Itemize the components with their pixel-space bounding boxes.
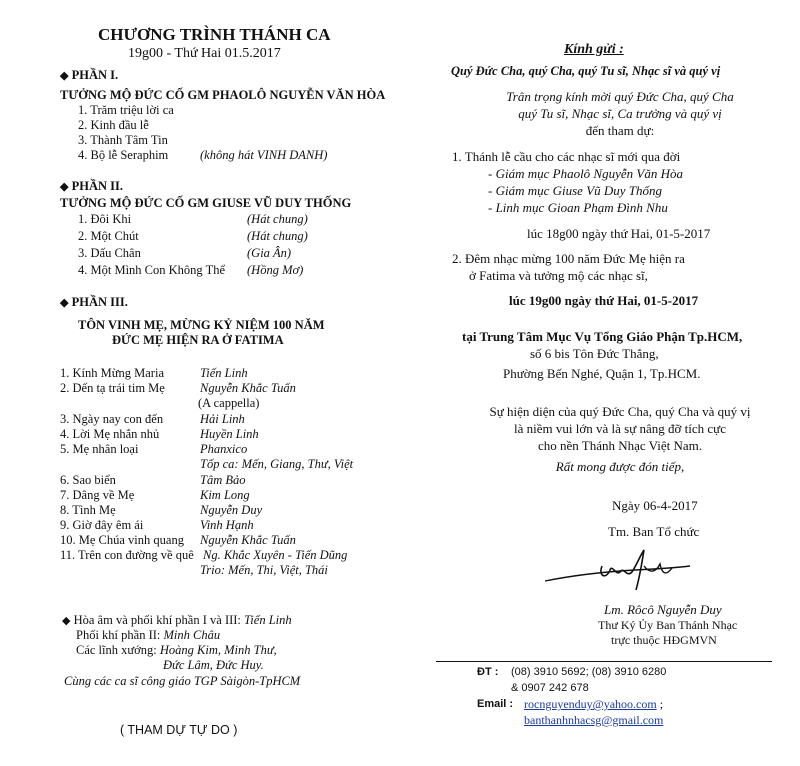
list-item-note: Phanxico (200, 442, 248, 456)
list-item: 2. Kinh đầu lễ (78, 118, 149, 132)
contact-rule (436, 661, 772, 662)
diamond-bullet-icon: ◆ (60, 70, 69, 82)
list-item: 4. Bộ lễ Seraphim (78, 148, 169, 162)
part3-heading: ◆ PHẦN III. (60, 295, 128, 309)
list-item-note: (Hát chung) (247, 229, 308, 243)
list-item-note: Nguyễn Khắc Tuấn (200, 533, 296, 547)
program-title: CHƯƠNG TRÌNH THÁNH CA (98, 25, 331, 44)
closing-line4: Rất mong được đón tiếp, (555, 459, 685, 474)
credits-line4: Đức Lâm, Đức Huy. (163, 658, 264, 672)
organizer: Tm. Ban Tổ chức (608, 524, 700, 539)
greeting: Kính gửi : (564, 42, 624, 57)
list-item: 10. Mẹ Chúa vinh quang (60, 533, 184, 547)
list-item: 2. Dến tạ trái tim Mẹ (60, 381, 165, 395)
email-link-1[interactable]: rocnguyenduy@yahoo.com (524, 697, 657, 711)
event2-line2: ở Fatima và tưởng mộ các nhạc sĩ, (469, 268, 648, 283)
venue-line3: Phường Bến Nghé, Quận 1, Tp.HCM. (503, 366, 701, 381)
credits-line3: Các lĩnh xướng: Hoàng Kim, Minh Thư, (76, 643, 277, 657)
list-item-note: Vinh Hạnh (200, 518, 254, 532)
credits-line5: Cùng các ca sĩ công giáo TGP Sàigòn-TpHCM (64, 674, 301, 688)
signature-image (540, 546, 700, 596)
list-item-note: (Hát chung) (247, 212, 308, 226)
list-item-note: Ng. Khắc Xuyên - Tiến Dũng (203, 548, 348, 562)
event1-time: lúc 18g00 ngày thứ Hai, 01-5-2017 (527, 226, 711, 241)
part2-heading: ◆ PHẦN II. (60, 179, 123, 193)
closing-line1: Sự hiện diện của quý Đức Cha, quý Cha và quý vị (489, 404, 751, 419)
invite-line1: Trân trọng kính mời quý Đức Cha, quý Cha (506, 89, 734, 104)
diamond-bullet-icon: ◆ (60, 297, 69, 309)
list-item-extra: (A cappella) (198, 396, 260, 410)
closing-line3: cho nền Thánh Nhạc Việt Nam. (537, 438, 703, 453)
program-subtitle: 19g00 - Thứ Hai 01.5.2017 (128, 46, 281, 61)
phone-label: ĐT : (477, 666, 499, 678)
email-line1: rocnguyenduy@yahoo.com ; (524, 697, 664, 711)
list-item: 1. Đôi Khi (78, 212, 132, 226)
list-item: 7. Dâng về Mẹ (60, 488, 135, 502)
venue-line2: số 6 bis Tôn Đức Thắng, (530, 346, 659, 361)
list-item: 3. Dấu Chân (78, 246, 141, 260)
part3-title-line1: TÔN VINH MẸ, MỪNG KỶ NIỆM 100 NĂM (78, 318, 325, 332)
email-link-2[interactable]: banthanhnhacsg@gmail.com (524, 713, 664, 727)
list-item: 3. Thành Tâm Tin (78, 133, 168, 147)
list-item-note: Hải Linh (200, 412, 245, 426)
email-label: Email : (477, 698, 514, 710)
part1-heading: ◆ PHẦN I. (60, 68, 119, 82)
list-item-note: Tâm Bảo (200, 473, 246, 487)
list-item: 9. Giờ đây êm ái (60, 518, 144, 532)
venue-line1: tại Trung Tâm Mục Vụ Tổng Giáo Phận Tp.HCM, (462, 329, 743, 344)
list-item: 5. Mẹ nhân loại (60, 442, 139, 456)
list-item-note: Nguyễn Duy (200, 503, 263, 517)
signer-title2: trực thuộc HĐGMVN (611, 633, 717, 647)
credits-line2: Phối khí phần II: Minh Châu (76, 628, 221, 642)
list-item-note: Kim Long (200, 488, 250, 502)
event1-person: - Giám mục Giuse Vũ Duy Thống (488, 183, 663, 198)
list-item-extra: Trio: Mến, Thi, Việt, Thái (200, 563, 328, 577)
list-item: 2. Một Chút (78, 229, 139, 243)
list-item: 6. Sao biển (60, 473, 116, 487)
list-item-extra: Tốp ca: Mến, Giang, Thư, Việt (200, 457, 354, 471)
event1-person: - Giám mục Phaolô Nguyễn Văn Hòa (488, 166, 683, 181)
list-item: 11. Trên con đường về quê (60, 548, 194, 562)
invite-line2: quý Tu sĩ, Nhạc sĩ, Ca trưởng và quý vị (518, 106, 722, 121)
list-item-note: Huyền Linh (200, 427, 259, 441)
list-item: 3. Ngày nay con đến (60, 412, 164, 426)
recipients: Quý Đức Cha, quý Cha, quý Tu sĩ, Nhạc sĩ và quý vị (451, 64, 721, 78)
list-item-note: Nguyễn Khắc Tuấn (200, 381, 296, 395)
signer-title1: Thư Ký Ủy Ban Thánh Nhạc (598, 618, 738, 632)
part1-subheading: TƯỞNG MỘ ĐỨC CỐ GM PHAOLÔ NGUYỄN VĂN HÒA (60, 88, 386, 102)
phone-numbers: (08) 3910 5692; (08) 3910 6280 (511, 666, 667, 678)
list-item: 1. Trăm triệu lời ca (78, 103, 174, 117)
list-item: 1. Kính Mừng Maria (60, 366, 164, 380)
event2-line1: 2. Đêm nhạc mừng 100 năm Đức Mẹ hiện ra (452, 251, 685, 266)
event1-person: - Linh mục Gioan Phạm Đình Nhu (488, 200, 668, 215)
list-item-note: (Hồng Mơ) (247, 263, 304, 277)
list-item: 4. Một Mình Con Không Thể (78, 263, 225, 277)
list-item-note: (Gia Ân) (247, 246, 292, 260)
list-item: 8. Tình Mẹ (60, 503, 116, 517)
list-item-note: (không hát VINH DANH) (200, 148, 328, 162)
list-item-note: Tiến Linh (200, 366, 248, 380)
invite-line3: đến tham dự: (585, 123, 655, 138)
free-entry-note: ( THAM DỰ TỰ DO ) (120, 723, 238, 737)
credits-line1: ◆ Hòa âm và phối khí phần I và III: Tiến Linh (62, 613, 292, 627)
diamond-bullet-icon: ◆ (62, 615, 71, 627)
list-item: 4. Lời Mẹ nhắn nhủ (60, 427, 160, 441)
phone-mobile: & 0907 242 678 (511, 682, 589, 694)
part3-title-line2: ĐỨC MẸ HIỆN RA Ở FATIMA (112, 333, 284, 347)
event2-time: lúc 19g00 ngày thứ Hai, 01-5-2017 (509, 293, 699, 308)
event1-title: 1. Thánh lễ cầu cho các nhạc sĩ mới qua đời (452, 149, 681, 164)
signer-name: Lm. Rôcô Nguyễn Duy (604, 602, 722, 617)
letter-date: Ngày 06-4-2017 (612, 498, 698, 513)
diamond-bullet-icon: ◆ (60, 181, 69, 193)
closing-line2: là niềm vui lớn và là sự nâng đỡ tích cực (514, 421, 726, 436)
part2-subheading: TƯỞNG MỘ ĐỨC CỐ GM GIUSE VŨ DUY THỐNG (60, 196, 352, 210)
